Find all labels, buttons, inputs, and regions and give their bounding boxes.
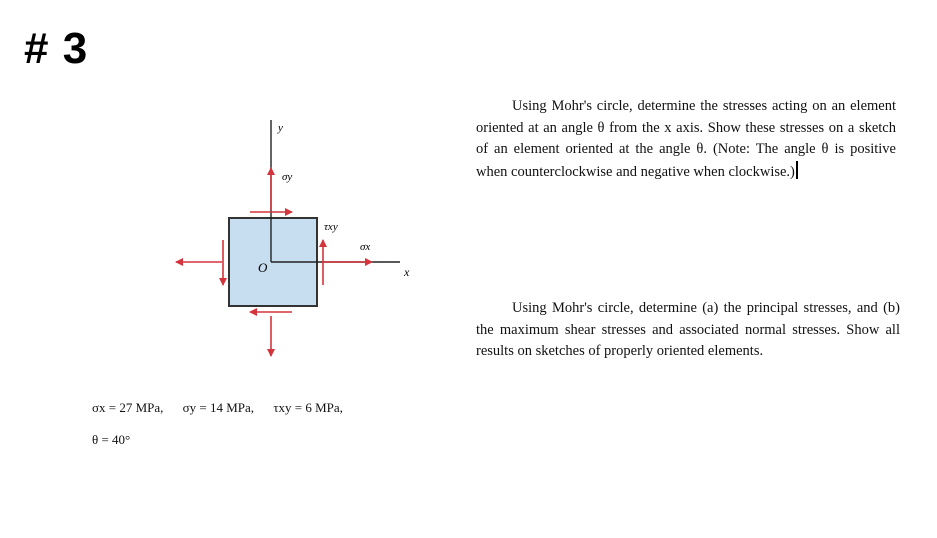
problem-2-text [476,298,900,363]
given-sigma-y: σy = 14 MPa, [182,400,255,415]
given-sigma-x: σx = 27 MPa, [92,400,164,415]
y-axis-label: y [278,122,283,134]
tau-xy-label: τxy [324,221,338,233]
x-axis-label: x [404,265,410,279]
problem-1-text [476,96,896,183]
given-values-line-1 [92,400,359,416]
sigma-y-label: σy [282,171,293,183]
given-theta: θ = 40° [92,432,131,447]
problem-number-heading: # 3 [24,24,89,73]
problem-1-body: Using Mohr's circle, determine the stresses acting on an element oriented at an angle θ from the x axis. Show these stresses on a sketch of an element oriented at the angle θ. (Note: The angle θ is positive when counterclockwise and negative when clockwise.) [476,98,896,180]
problem-2-body: Using Mohr's circle, determine (a) the principal stresses, and (b) the maximum shear stresses and associated normal stresses. Show all results on sketches of properly oriented elements. [476,300,900,359]
given-tau-xy: τxy = 6 MPa, [273,400,343,415]
text-cursor [796,161,798,179]
sigma-x-label: σx [360,241,371,253]
stress-element-diagram [0,0,440,380]
origin-label: O [258,260,268,275]
given-values-line-2 [92,432,146,448]
